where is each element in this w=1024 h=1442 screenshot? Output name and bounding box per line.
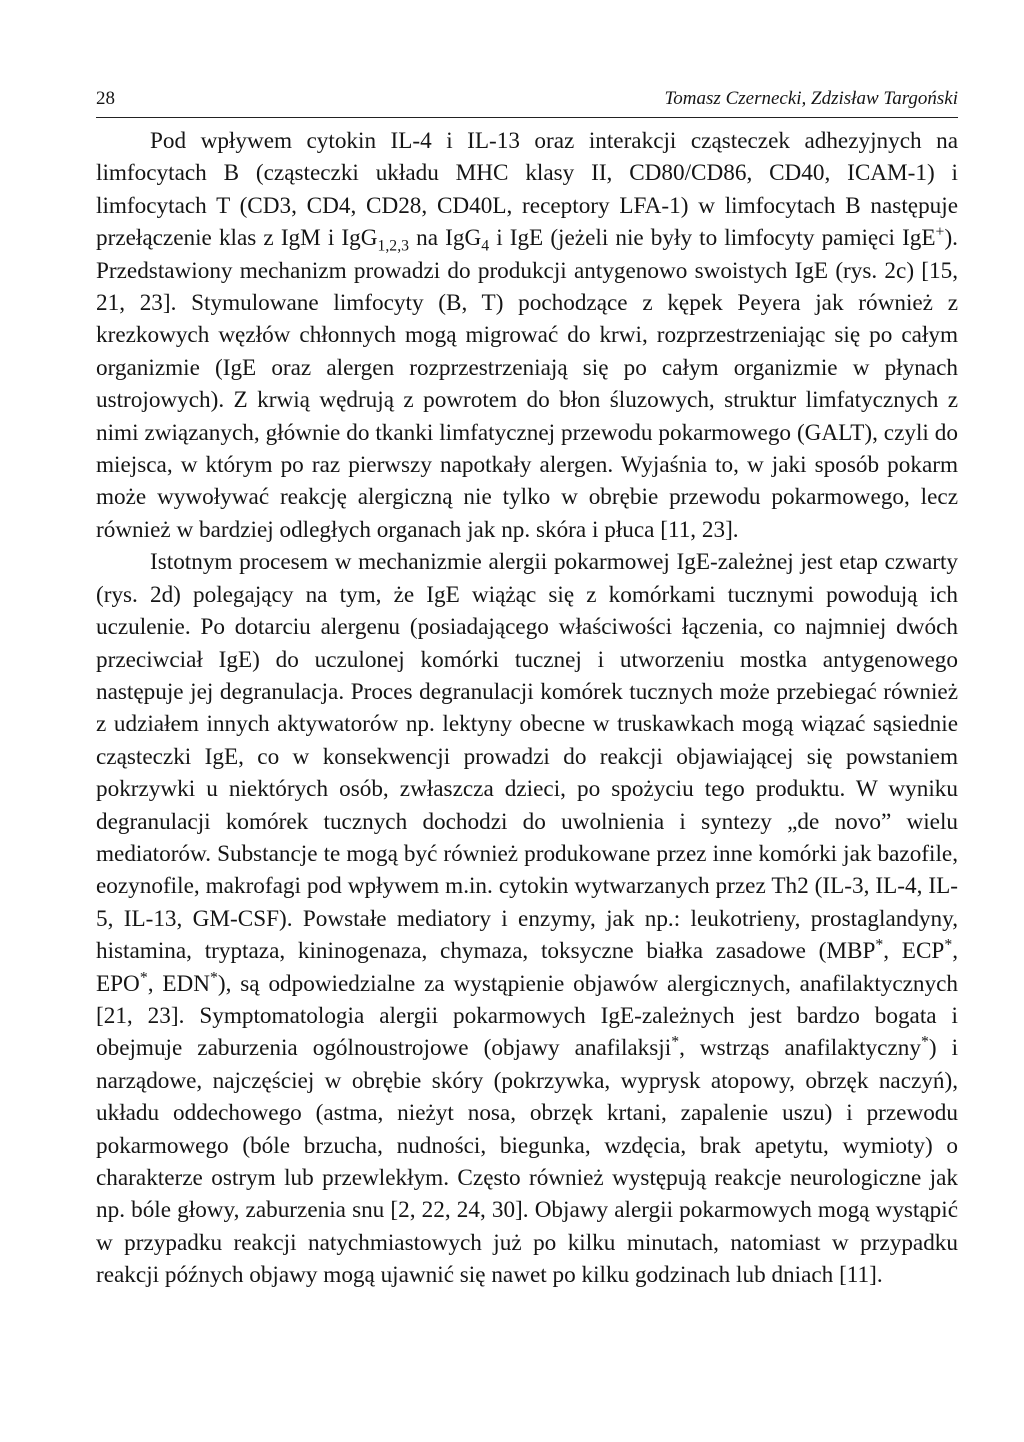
superscript: * (875, 936, 884, 954)
page-header (96, 88, 958, 114)
superscript: * (920, 1033, 929, 1051)
paragraph-text: , wstrząs anafilaktyczny (679, 1035, 921, 1062)
superscript: * (139, 968, 148, 986)
running-head-authors: Tomasz Czernecki, Zdzisław Targoński (664, 88, 958, 109)
subscript: 1,2,3 (377, 237, 410, 255)
paragraph-text: , ECP (883, 938, 945, 965)
superscript: * (671, 1033, 680, 1051)
paragraph-text: ). Przedstawiony mechanizm prowadzi do produkcji antygenowo swoistych IgE (rys. 2c) [15, 21, 23]. Stymulowane limfocyty (B, T) pochodzące z kępek Peyera jak również z krezkowych węzłów chłonnych mogą migrować do krwi, rozprzestrzeniając się po całym organizmie (IgE oraz alergen rozprzestrzeniają się po całym organizmie w płynach ustrojowych). Z krwią wędrują z powrotem do błon śluzowych, struktur limfatycznych z nimi związanych, głównie do tkanki limfatycznej przewodu pokarmowego (GALT), czyli do miejsca, w którym po raz pierwszy napotkały alergen. Wyjaśnia to, w jaki sposób pokarm może wywoływać reakcję alergiczną nie tylko w obrębie przewodu pokarmowego, lecz również w bardziej odległych organach jak np. skóra i płuca [11, 23]. (96, 225, 958, 543)
superscript: * (944, 936, 953, 954)
paragraph-text: , EPO (96, 938, 958, 997)
paragraph (96, 546, 958, 1291)
superscript: + (935, 223, 945, 241)
article-body (96, 125, 958, 1292)
paragraph-text: i IgE (jeżeli nie były to limfocyty pamięci IgE (489, 225, 936, 252)
superscript: * (210, 968, 218, 986)
page-number: 28 (96, 88, 115, 109)
paragraph-text: ) i narządowe, najczęściej w obrębie skóry (pokrzywka, wyprysk atopowy, obrzęk naczyń), układu oddechowego (astma, nieżyt nosa, obrzęk krtani, zapalenie uszu) i przewodu pokarmowego (bóle brzucha, nudności, biegunka, wzdęcia, brak apetytu, wymioty) o charakterze ostrym lub przewlekłym. Często również występują reakcje neurologiczne jak np. bóle głowy, zaburzenia snu [2, 22, 24, 30]. Objawy alergii pokarmowych mogą wystąpić w przypadku reakcji natychmiastowych już po kilku minutach, natomiast w przypadku reakcji późnych objawy mogą ujawnić się nawet po kilku godzinach lub dniach [11]. (96, 1035, 959, 1289)
subscript: 4 (481, 237, 490, 255)
header-divider (96, 117, 958, 118)
paragraph-text: ), są odpowiedzialne za wystąpienie objawów alergicznych, anafilaktycznych [21, 23]. Symptomatologia alergii pokarmowych IgE-zależnych jest bardzo bogata i obejmuje zaburzenia ogólnoustrojowe (objawy anafilaksji (96, 970, 959, 1062)
paragraph-text: Istotnym procesem w mechanizmie alergii pokarmowej IgE-zależnej jest etap czwarty (rys. 2d) polegający na tym, że IgE wiążąc się z komórkami tucznymi powodują ich uczulenie. Po dotarciu alergenu (posiadającego właściwości łączenia, co najmniej dwóch przeciwciał IgE) do uczulonej komórki tucznej i utworzeniu mostka antygenowego następuje jej degranulacja. Proces degranulacji komórek tucznych może przebiegać również z udziałem innych aktywatorów np. lektyny obecne w truskawkach mogą wiązać sąsiednie cząsteczki IgE, co w konsekwencji prowadzi do reakcji objawiającej się powstaniem pokrzywki u niektórych osób, zwłaszcza dzieci, po spożyciu tego produktu. W wyniku degranulacji komórek tucznych dochodzi do uwolnienia i syntezy „de novo” wielu mediatorów. Substancje te mogą być również produkowane przez inne komórki jak bazofile, eozynofile, makrofagi pod wpływem m.in. cytokin wytwarzanych przez Th2 (IL-3, IL-4, IL-5, IL-13, GM-CSF). Powstałe mediatory i enzymy, jak np.: leukotrieny, prostaglandyny, histamina, tryptaza, kininogenaza, chymaza, toksyczne białka zasadowe (MBP (96, 549, 958, 965)
paragraph-text: na IgG (409, 225, 482, 252)
paragraph-text: Pod wpływem cytokin IL-4 i IL-13 oraz interakcji cząsteczek adhezyjnych na limfocytach B (cząsteczki układu MHC klasy II, CD80/CD86, CD40, ICAM-1) i limfocytach T (CD3, CD4, CD28, CD40L, receptory LFA-1) w limfocytach B następuje przełączenie klas z IgM i IgG (96, 128, 958, 252)
paragraph (96, 125, 958, 546)
paragraph-text: , EDN (147, 970, 211, 997)
